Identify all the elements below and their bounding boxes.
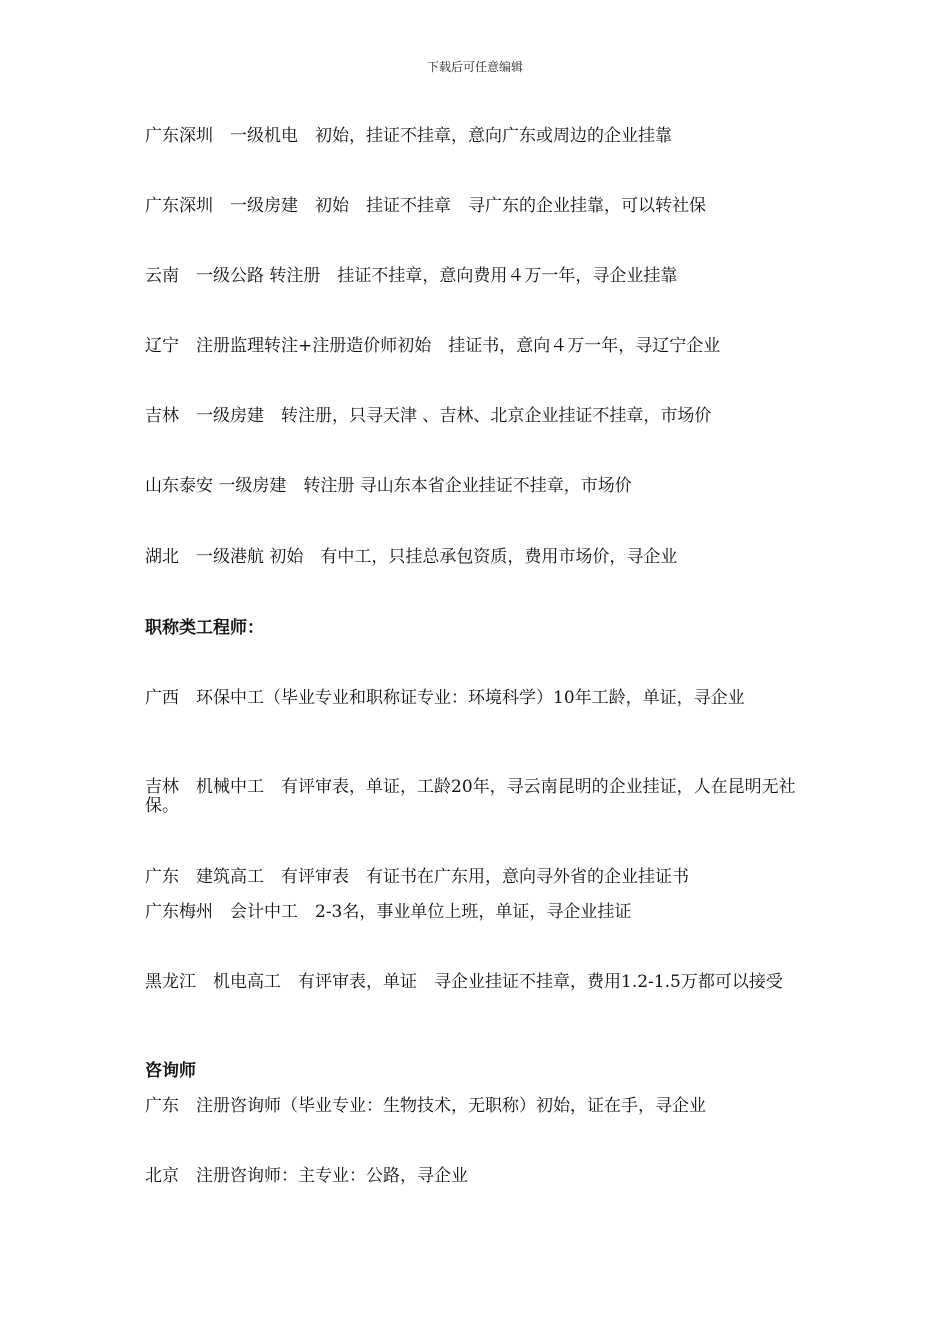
listing-line: 吉林 机械中工 有评审表，单证，工龄20年，寻云南昆明的企业挂证，人在昆明无社保。 [145,777,796,816]
listing-line: 广西 环保中工（毕业专业和职称证专业：环境科学）10年工龄，单证，寻企业 [145,688,745,708]
listing-line: 辽宁 注册监理转注+注册造价师初始 挂证书，意向４万一年，寻辽宁企业 [145,336,721,356]
listing-line: 湖北 一级港航 初始 有中工，只挂总承包资质，费用市场价，寻企业 [145,547,678,567]
listing-line: 山东泰安 一级房建 转注册 寻山东本省企业挂证不挂章，市场价 [145,476,632,496]
listing-line: 黑龙江 机电高工 有评审表，单证 寻企业挂证不挂章，费用1.2-1.5万都可以接受 [145,972,783,992]
listing-line: 广东 建筑高工 有评审表 有证书在广东用，意向寻外省的企业挂证书 [145,867,689,887]
listing-line: 广东深圳 一级机电 初始，挂证不挂章，意向广东或周边的企业挂靠 [145,126,672,146]
listing-line: 北京 注册咨询师：主专业：公路，寻企业 [145,1166,468,1186]
listing-line: 云南 一级公路 转注册 挂证不挂章，意向费用４万一年，寻企业挂靠 [145,266,678,286]
section-heading-consultants: 咨询师 [145,1061,196,1081]
listing-line: 广东梅州 会计中工 2-3名，事业单位上班，单证，寻企业挂证 [145,902,632,922]
listing-line: 广东 注册咨询师（毕业专业：生物技术，无职称）初始，证在手，寻企业 [145,1096,706,1116]
page-header: 下载后可任意编辑 [426,60,523,74]
section-heading-engineers: 职称类工程师： [145,618,264,638]
listing-line: 广东深圳 一级房建 初始 挂证不挂章 寻广东的企业挂靠，可以转社保 [145,196,706,216]
listing-line: 吉林 一级房建 转注册，只寻天津 、吉林、北京企业挂证不挂章，市场价 [145,406,712,426]
